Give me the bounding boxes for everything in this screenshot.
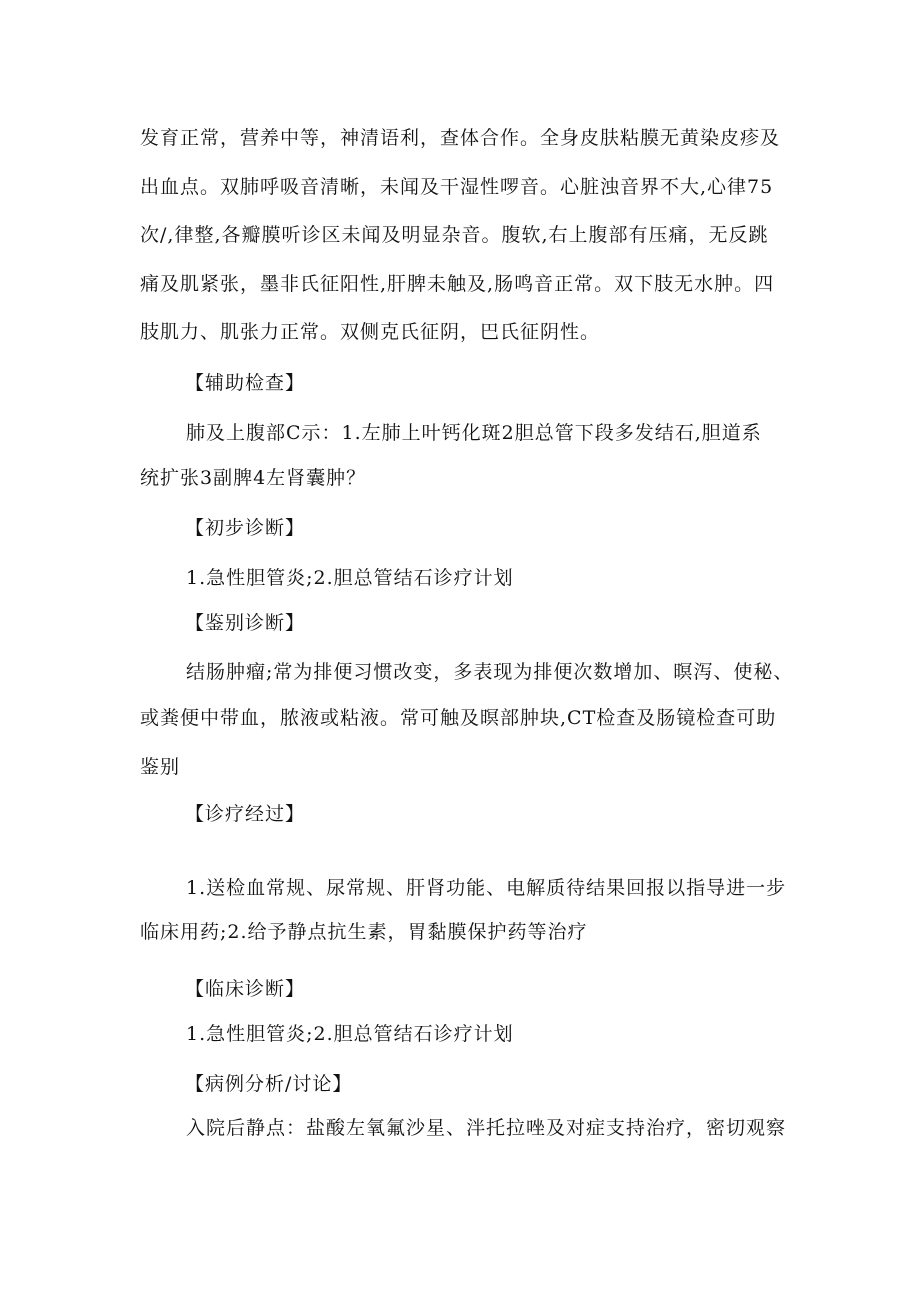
differential-diagnosis-heading: 【鉴别诊断】 bbox=[185, 612, 306, 634]
aux-exam-heading: 【辅助检查】 bbox=[185, 372, 306, 394]
initial-diagnosis-text: 1.急性胆管炎;2.胆总管结石诊疗计划 bbox=[186, 567, 514, 589]
paragraph-line: 鉴别 bbox=[140, 755, 181, 778]
paragraph-line: 发育正常，营养中等，神清语利，查体合作。全身皮肤粘膜无黄染皮疹及 bbox=[140, 127, 781, 149]
aux-exam-continuation bbox=[140, 454, 785, 503]
paragraph-line: 统扩张3副脾4左肾囊肿？ bbox=[140, 467, 367, 489]
treatment-course-line: 1.送检血常规、尿常规、肝肾功能、电解质待结果回报以指导进一步 bbox=[186, 877, 787, 899]
clinical-diagnosis-text: 1.急性胆管炎;2.胆总管结石诊疗计划 bbox=[186, 1023, 514, 1045]
paragraph-line: 临床用药;2.给予静点抗生素，胃黏膜保护药等治疗 bbox=[140, 921, 588, 943]
paragraph-line: 痛及肌紧张，墨非氏征阳性,肝脾未触及,肠鸣音正常。双下肢无水肿。四 bbox=[140, 272, 775, 295]
treatment-course-heading: 【诊疗经过】 bbox=[185, 803, 306, 825]
differential-diagnosis-continuation bbox=[140, 694, 785, 791]
paragraph-line: 出血点。双肺呼吸音清晰，未闻及干湿性啰音。心脏浊音界不大,心律75 bbox=[140, 175, 774, 198]
paragraph-line: 或粪便中带血，脓液或粘液。常可触及暝部肿块,CT检查及肠镜检查可助 bbox=[140, 707, 777, 729]
paragraph-line: 次/,律整,各瓣膜听诊区未闻及明显杂音。腹软,右上腹部有压痛，无反跳 bbox=[140, 224, 769, 246]
paragraph-line: 肢肌力、肌张力正常。双侧克氏征阴，巴氏征阴性。 bbox=[140, 321, 601, 343]
clinical-diagnosis-heading: 【临床诊断】 bbox=[185, 978, 306, 1000]
physical-exam-paragraph bbox=[140, 114, 785, 357]
initial-diagnosis-heading: 【初步诊断】 bbox=[185, 517, 306, 539]
treatment-course-continuation bbox=[140, 908, 785, 957]
differential-diagnosis-line: 结肠肿瘤;常为排便习惯改变，多表现为排便次数增加、暝泻、使秘、 bbox=[186, 661, 794, 683]
aux-exam-line: 肺及上腹部C示：1.左肺上叶钙化斑2胆总管下段多发结石,胆道系 bbox=[186, 422, 762, 444]
case-analysis-heading: 【病例分析/讨论】 bbox=[185, 1073, 353, 1095]
case-analysis-text: 入院后静点：盐酸左氧氟沙星、泮托拉唑及对症支持治疗，密切观察 bbox=[186, 1117, 787, 1139]
